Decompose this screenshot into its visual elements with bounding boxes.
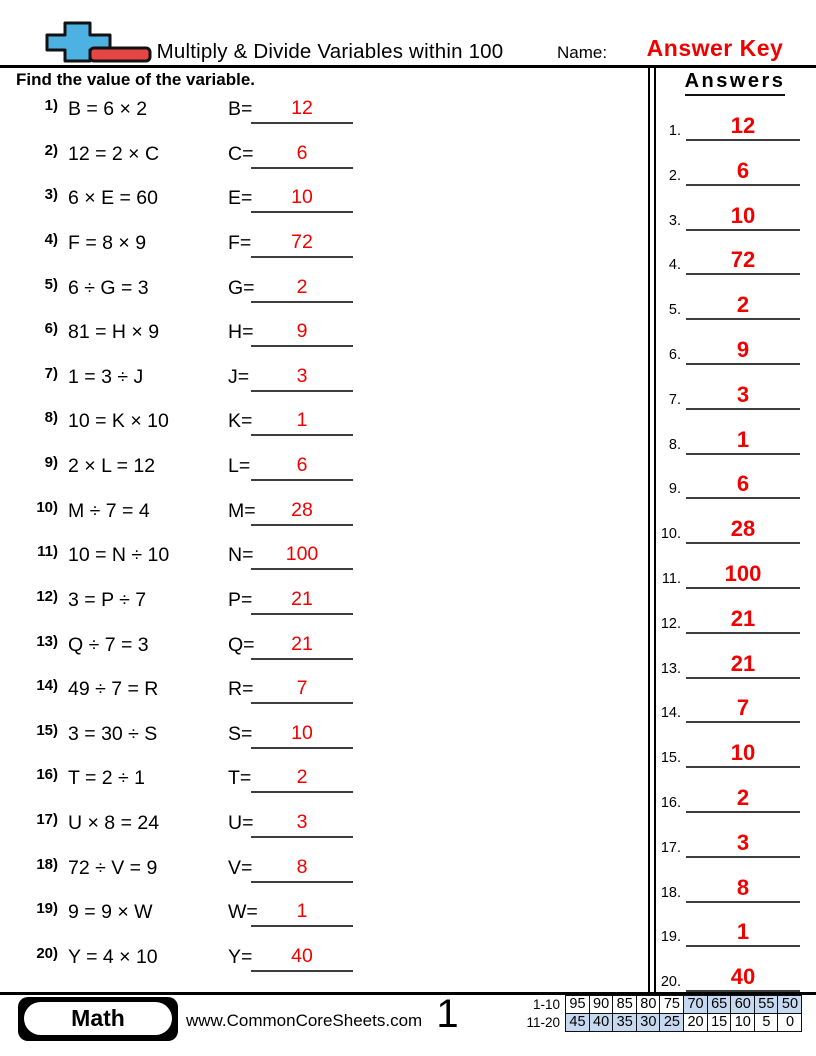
answer-value: 12 (291, 97, 313, 119)
answer-line (686, 830, 800, 858)
score-cell: 30 (636, 1013, 661, 1032)
answer-key-value: 9 (736, 336, 750, 362)
answer-number: 19. (660, 929, 681, 946)
answer-value: 10 (291, 721, 313, 744)
answer-line (686, 337, 800, 365)
answer-number: 12. (660, 615, 681, 632)
answer-key-value: 40 (730, 964, 756, 990)
answer-row (0, 874, 816, 923)
problem-number: 14) (36, 677, 58, 695)
answer-row (0, 292, 816, 337)
answer-number: 6. (668, 346, 681, 363)
answer-value: 1 (296, 900, 308, 923)
problem-equation: M ÷ 7 = 4 (68, 499, 150, 522)
score-cell: 75 (659, 995, 684, 1014)
answer-key-value: 72 (730, 247, 756, 273)
answer-value: 40 (291, 944, 313, 967)
problem-number: 9) (44, 454, 58, 471)
problem-number: 1) (44, 97, 58, 114)
answer-variable-label: R= (228, 678, 254, 701)
answer-row (0, 830, 816, 875)
answer-line (686, 875, 800, 903)
answer-variable-label: G= (228, 276, 255, 299)
answer-value: 21 (291, 632, 313, 655)
plus-minus-logo (28, 12, 158, 66)
problem-equation: Y = 4 × 10 (68, 945, 158, 968)
problem-equation: 49 ÷ 7 = R (68, 678, 159, 701)
score-cell: 85 (612, 995, 637, 1014)
problem-number: 5) (44, 275, 58, 293)
score-cell: 65 (707, 995, 732, 1014)
answer-row (0, 247, 816, 292)
answers-list (0, 113, 816, 1009)
answer-line (686, 651, 800, 679)
answer-key-value: 10 (730, 202, 756, 228)
problem-equation: Q ÷ 7 = 3 (68, 633, 149, 656)
answer-line (686, 964, 800, 992)
problem-equation: B = 6 × 2 (68, 98, 148, 120)
score-cell: 45 (565, 1013, 590, 1032)
answer-number: 9. (668, 481, 681, 498)
problem-equation: 10 = K × 10 (68, 410, 169, 433)
answer-variable-label: L= (228, 455, 251, 477)
answer-value: 8 (296, 855, 308, 878)
answer-value: 2 (296, 766, 308, 789)
score-cell: 80 (636, 995, 661, 1014)
answer-variable-label: Q= (228, 633, 255, 656)
answer-row (0, 427, 816, 472)
answer-key-value: 3 (736, 381, 750, 407)
answer-number: 2. (668, 167, 681, 184)
answer-number: 1. (668, 123, 681, 139)
answer-row (0, 203, 816, 248)
answer-number: 17. (660, 839, 681, 856)
answer-number: 8. (668, 436, 681, 453)
answer-row (0, 740, 816, 785)
answer-value: 28 (291, 498, 313, 521)
answer-variable-label: V= (228, 856, 253, 879)
problem-equation: 12 = 2 × C (68, 142, 160, 165)
problem-equation: 1 = 3 ÷ J (68, 365, 144, 388)
answer-value: 6 (296, 454, 308, 476)
subject-badge-pill (24, 1002, 172, 1035)
answer-key-value: 2 (736, 784, 750, 810)
answer-variable-label: E= (228, 187, 253, 210)
answer-line (686, 919, 800, 947)
score-cell: 55 (754, 995, 779, 1014)
score-cell: 10 (730, 1013, 755, 1032)
problem-equation: 6 ÷ G = 3 (68, 276, 149, 299)
score-cell: 90 (589, 995, 614, 1014)
answer-variable-label: T= (228, 767, 252, 790)
answer-number: 20. (660, 974, 681, 991)
answer-variable-label: B= (228, 98, 253, 120)
score-cell: 25 (659, 1013, 684, 1032)
answer-number: 18. (660, 884, 681, 901)
answer-variable-label: U= (228, 812, 254, 834)
answer-variable-label: S= (228, 722, 253, 745)
answer-key-value: 1 (736, 426, 750, 452)
answer-number: 4. (668, 257, 681, 274)
problem-number: 12) (36, 587, 58, 605)
answer-row (0, 382, 816, 427)
answer-row (0, 785, 816, 830)
answer-row (0, 337, 816, 382)
answer-key-value: 12 (730, 113, 756, 138)
problem-number: 7) (44, 364, 58, 382)
answer-row (0, 113, 816, 158)
score-cell: 15 (707, 1013, 732, 1032)
answer-value: 21 (291, 587, 313, 610)
answer-variable-label: C= (228, 142, 254, 165)
answer-value: 6 (296, 141, 308, 164)
score-cell: 40 (589, 1013, 614, 1032)
answer-row (0, 158, 816, 203)
problem-equation: 3 = 30 ÷ S (68, 722, 158, 745)
problem-number: 4) (44, 230, 58, 248)
answer-number: 14. (660, 705, 681, 722)
problem-number: 13) (36, 632, 58, 650)
score-cell: 0 (777, 1013, 802, 1032)
answer-line (686, 606, 800, 634)
problem-equation: 3 = P ÷ 7 (68, 588, 147, 611)
problem-equation: 6 × E = 60 (68, 187, 158, 210)
problem-number: 19) (36, 900, 58, 918)
answer-line (686, 113, 800, 141)
answer-line (686, 740, 800, 768)
answer-key-text: Answer Key (646, 35, 784, 61)
answer-key-value: 28 (730, 516, 756, 542)
answer-variable-label: H= (228, 321, 254, 344)
score-row-1-10 (505, 995, 802, 1015)
instruction-text: Find the value of the variable. (16, 70, 255, 89)
answer-variable-label: P= (228, 588, 253, 611)
answer-key-value: 3 (736, 829, 750, 855)
score-cell: 95 (565, 995, 590, 1014)
problem-number: 16) (36, 766, 58, 784)
answer-value: 2 (296, 275, 308, 298)
problem-number: 17) (36, 811, 58, 828)
score-cells (565, 995, 802, 1015)
answer-key-value: 21 (730, 650, 756, 676)
answer-row (0, 651, 816, 696)
problem-number: 6) (44, 320, 58, 338)
answer-key-value: 1 (736, 919, 750, 945)
answer-number: 5. (668, 302, 681, 319)
answer-value: 100 (285, 543, 319, 566)
answer-variable-label: K= (228, 410, 253, 433)
answer-row (0, 695, 816, 740)
answer-key-value: 8 (736, 874, 750, 900)
answer-line (686, 382, 800, 410)
page-number: 1 (436, 992, 459, 1036)
problem-equation: U × 8 = 24 (68, 812, 160, 834)
answer-line (686, 158, 800, 186)
subject-badge (18, 997, 178, 1041)
score-row-11-20 (505, 1013, 802, 1033)
answer-row (0, 919, 816, 964)
problem-number: 3) (44, 186, 58, 204)
subject-label: Math (71, 1005, 125, 1031)
answer-value: 9 (296, 320, 308, 343)
answer-key-value: 6 (736, 471, 750, 497)
answer-variable-label: J= (228, 365, 250, 388)
answer-row (0, 561, 816, 606)
answer-key-value: 100 (724, 560, 762, 586)
answers-panel-title: Answers (656, 70, 814, 93)
website-url: www.CommonCoreSheets.com (186, 1011, 423, 1030)
problem-equation: 81 = H × 9 (68, 321, 160, 344)
problem-number: 8) (44, 409, 58, 427)
problem-number: 20) (36, 944, 58, 962)
answer-value: 10 (291, 186, 313, 209)
score-cell: 50 (777, 995, 802, 1014)
answer-line (686, 471, 800, 499)
answer-key-value: 2 (736, 292, 750, 318)
header-divider (0, 65, 816, 68)
score-cell: 60 (730, 995, 755, 1014)
problem-equation: 2 × L = 12 (68, 455, 156, 477)
answer-line (686, 292, 800, 320)
score-cells (565, 1013, 802, 1033)
answer-number: 10. (660, 526, 681, 543)
problem-number: 15) (36, 721, 58, 739)
answer-variable-label: Y= (228, 945, 253, 968)
problem-equation: T = 2 ÷ 1 (68, 767, 146, 790)
score-row-label: 1-10 (532, 997, 560, 1012)
answer-line (686, 516, 800, 544)
answer-row (0, 516, 816, 561)
answer-key-value: 21 (730, 605, 756, 631)
problem-equation: F = 8 × 9 (68, 231, 147, 254)
answer-key-value: 6 (736, 157, 750, 183)
answer-number: 13. (660, 660, 681, 677)
answer-line (686, 561, 800, 589)
answer-line (686, 695, 800, 723)
score-cell: 5 (754, 1013, 779, 1032)
problem-equation: 72 ÷ V = 9 (68, 856, 158, 879)
answer-value: 7 (296, 677, 308, 700)
answer-value: 72 (291, 230, 313, 253)
answer-value: 1 (296, 409, 308, 432)
answer-variable-label: F= (228, 231, 252, 254)
answer-key-value: 10 (730, 740, 756, 766)
score-cell: 35 (612, 1013, 637, 1032)
answer-value: 3 (296, 364, 308, 387)
problem-number: 18) (36, 855, 58, 873)
problem-number: 2) (44, 141, 58, 159)
worksheet-title: Multiply & Divide Variables within 100 (156, 40, 504, 63)
score-cell: 70 (683, 995, 708, 1014)
answer-number: 16. (660, 794, 681, 811)
answer-number: 11. (661, 570, 681, 587)
answer-variable-label: W= (228, 901, 258, 924)
answer-line (686, 247, 800, 275)
answer-row (0, 606, 816, 651)
name-label: Name: (557, 43, 608, 62)
answer-number: 7. (668, 391, 681, 408)
answer-line (686, 427, 800, 455)
problem-number: 11) (37, 543, 58, 561)
problem-equation: 9 = 9 × W (68, 901, 153, 924)
answer-variable-label: N= (228, 544, 254, 567)
answer-key-value: 7 (736, 695, 750, 721)
answer-number: 15. (660, 750, 681, 767)
score-row-label: 11-20 (526, 1015, 560, 1031)
answer-value: 3 (296, 811, 308, 833)
answer-number: 3. (668, 212, 681, 229)
minus-icon (90, 48, 150, 61)
answer-line (686, 785, 800, 813)
problem-number: 10) (36, 498, 58, 516)
problem-equation: 10 = N ÷ 10 (68, 544, 170, 567)
answer-variable-label: M= (228, 499, 256, 522)
answer-row (0, 471, 816, 516)
answer-line (686, 203, 800, 231)
score-cell: 20 (683, 1013, 708, 1032)
